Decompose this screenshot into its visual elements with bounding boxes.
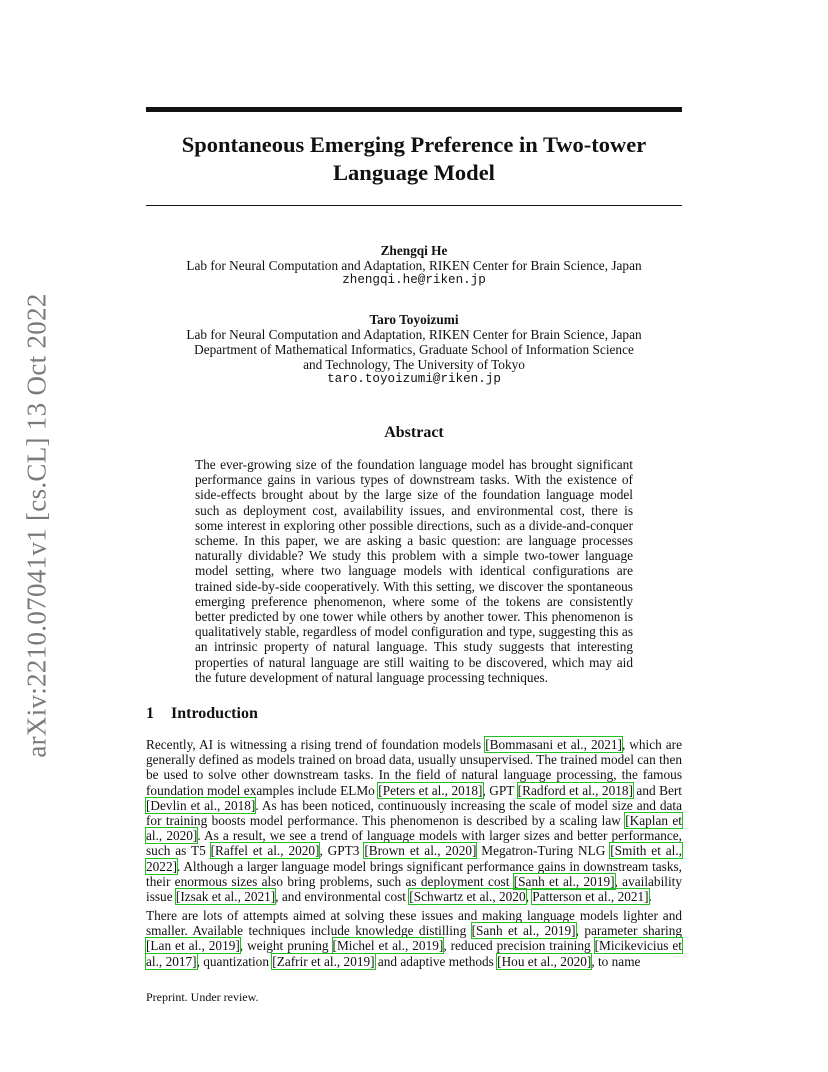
paragraph-text: , weight pruning	[239, 938, 333, 954]
paragraph-text: and adaptive methods	[374, 953, 498, 969]
paragraph-text: Recently, AI is witnessing a rising trend of foundation models	[146, 737, 486, 752]
author-affiliation: Lab for Neural Computation and Adaptation, RIKEN Center for Brain Science, Japan	[186, 327, 642, 342]
abstract-heading: Abstract	[384, 424, 444, 441]
arxiv-identifier-stamp	[22, 290, 52, 760]
intro-paragraph-2	[146, 908, 682, 969]
paper-title: Spontaneous Emerging Preference in Two-tower Language Model	[181, 132, 647, 185]
paragraph-text: . Although a larger language model brings significant performance gains in downstream tasks, their enormous sizes also bring problems, such as deployment cost	[146, 858, 682, 889]
title-bottom-rule	[146, 205, 682, 206]
citation-link[interactable]: [Raffel et al., 2020]	[210, 843, 320, 859]
paragraph-text: There are lots of attempts aimed at solving these issues and making language models lighter and smaller. Available techniques include knowledge distilling	[146, 908, 682, 939]
citation-link[interactable]: [Michel et al., 2019]	[332, 938, 444, 954]
paragraph-text: , availability issue	[146, 873, 682, 905]
paragraph-text: , and environmental cost	[275, 889, 410, 905]
paragraph-text: Megatron-Turing NLG	[476, 843, 611, 859]
author-name: Zhengqi He	[380, 243, 448, 258]
section-heading-introduction	[146, 705, 682, 723]
section-number: 1	[146, 705, 154, 722]
author-email[interactable]: taro.toyoizumi@riken.jp	[327, 372, 501, 386]
arxiv-identifier-text: arXiv:2210.07041v1 [cs.CL] 13 Oct 2022	[21, 292, 52, 758]
paragraph-text: ,	[525, 889, 533, 905]
citation-link[interactable]: [Sanh et al., 2019]	[513, 873, 615, 889]
citation-link[interactable]: [Peters et al., 2018]	[378, 782, 483, 798]
intro-paragraph-1	[146, 737, 682, 904]
author-email[interactable]: zhengqi.he@riken.jp	[342, 273, 486, 287]
paragraph-text: , GPT3	[319, 843, 365, 859]
author-block-1	[146, 243, 682, 288]
author-block-2	[146, 312, 682, 387]
paragraph-text: , reduced precision training	[443, 938, 595, 954]
citation-link[interactable]: [Bommasani et al., 2021]	[485, 737, 622, 752]
author-affiliation: Department of Mathematical Informatics, Graduate School of Information Science	[194, 342, 634, 357]
paragraph-text: , quantization	[196, 953, 273, 969]
paragraph-text: , parameter sharing	[575, 923, 682, 939]
citation-link[interactable]: [Devlin et al., 2018]	[146, 797, 256, 813]
paragraph-text: , GPT	[482, 782, 518, 798]
paragraph-text: . As a result, we see a trend of language models with larger sizes and better performance, such as T5	[146, 828, 682, 859]
paragraph-text: and Bert	[632, 782, 682, 798]
author-affiliation: Lab for Neural Computation and Adaptation, RIKEN Center for Brain Science, Japan	[186, 258, 642, 273]
paragraph-text: .	[648, 889, 652, 905]
citation-link[interactable]: Patterson et al., 2021]	[532, 889, 649, 905]
citation-link[interactable]: [Schwartz et al., 2020	[409, 889, 526, 905]
citation-link[interactable]: [Sanh et al., 2019]	[471, 923, 576, 939]
citation-link[interactable]: [Kaplan et al., 2020]	[146, 813, 682, 844]
citation-link[interactable]: [Hou et al., 2020]	[497, 953, 592, 969]
citation-link[interactable]: [Zafrir et al., 2019]	[272, 953, 375, 969]
citation-link[interactable]: [Lan et al., 2019]	[146, 938, 240, 954]
paragraph-text: , to name	[591, 953, 641, 969]
citation-link[interactable]: [Brown et al., 2020]	[364, 843, 477, 859]
author-affiliation: and Technology, The University of Tokyo	[303, 357, 525, 372]
citation-link[interactable]: [Radford et al., 2018]	[517, 782, 633, 798]
author-name: Taro Toyoizumi	[369, 312, 459, 327]
section-title: Introduction	[171, 705, 258, 722]
title-top-rule	[146, 107, 682, 112]
abstract-text: The ever-growing size of the foundation language model has brought significant performance gains in various types of downstream tasks. With the existence of side-effects brought about by the large size of the foundation language model such as deployment cost, availability issues, and environmental cost, there is some interest in exploring other possible directions, such as a divide-and-conquer scheme. In this paper, we are asking a basic question: are language processes naturally dividable? We study this problem with a simple two-tower language model setting, where two language models with identical configurations are trained side-by-side cooperatively. With this setting, we discover the spontaneous emerging preference phenomenon, where some of the tokens are consistently better predicted by one tower while others by another tower. This phenomenon is qualitatively stable, regardless of model configuration and type, suggesting this as an intrinsic property of natural language. This study suggests that interesting properties of natural language are still waiting to be discovered, which may aid the future development of natural language processing techniques.	[195, 457, 633, 685]
paragraph-text: . As has been noticed, continuously increasing the scale of model size and data for training boosts model performance. This phenomenon is described by a scaling law	[146, 797, 683, 829]
citation-link[interactable]: [Smith et al., 2022]	[146, 843, 683, 874]
paragraph-text: , which are generally defined as models trained on broad data, usually unsupervised. The trained model can then be used to solve other downstream tasks. In the field of natural language processing, the famous foundation model examples include ELMo	[146, 737, 682, 798]
citation-link[interactable]: [Micikevicius et al., 2017]	[146, 938, 682, 969]
citation-link[interactable]: [Izsak et al., 2021]	[175, 889, 276, 905]
preprint-footer: Preprint. Under review.	[146, 990, 259, 1004]
